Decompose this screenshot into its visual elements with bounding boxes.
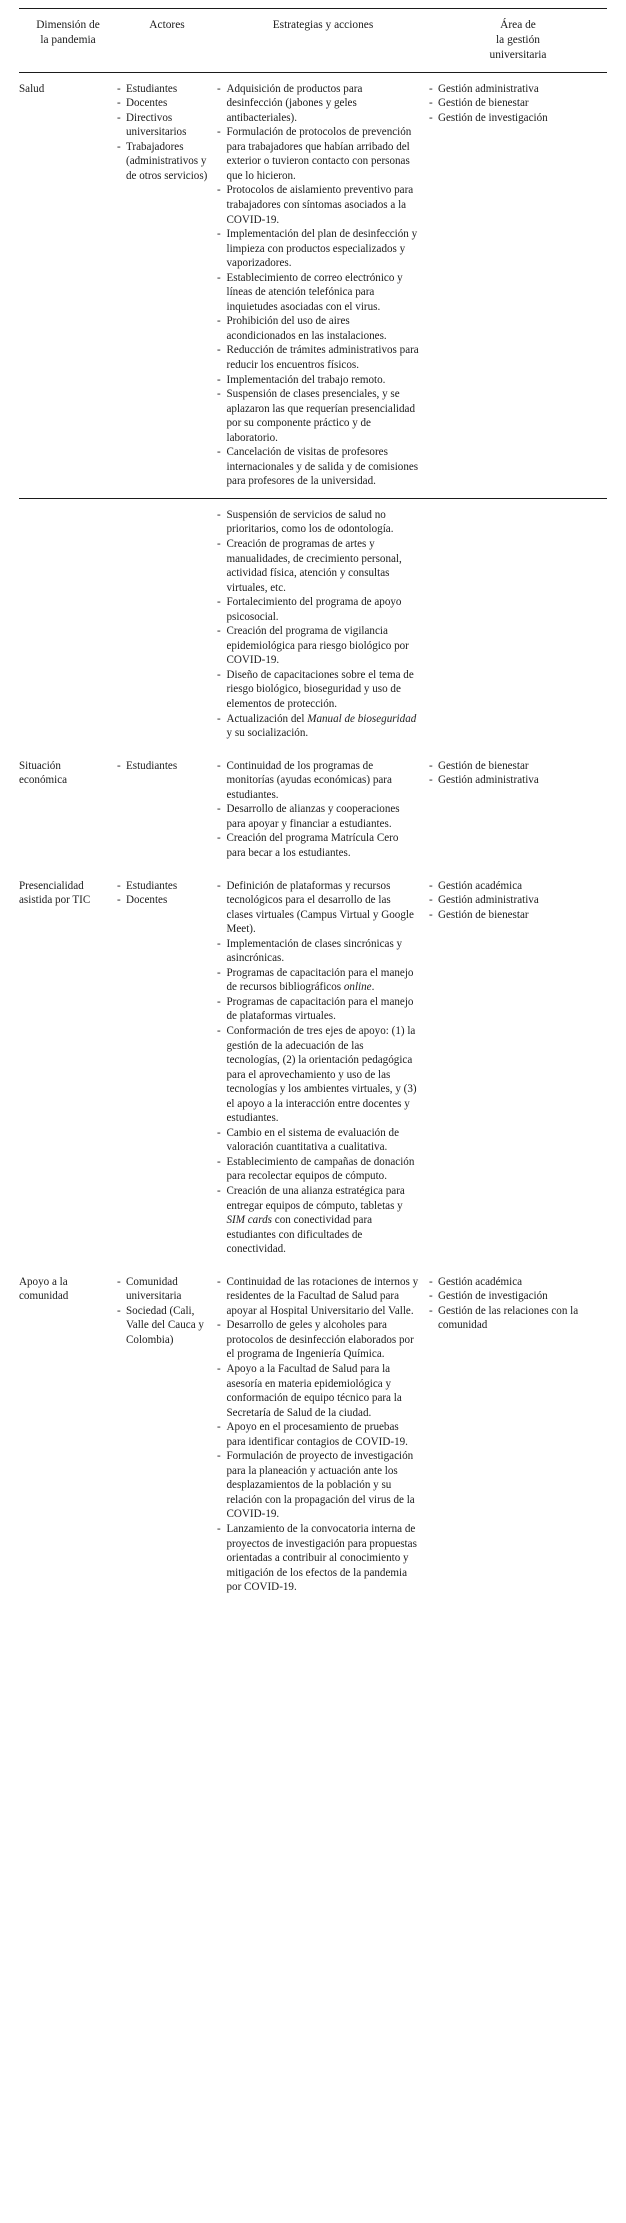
row-estrategias-cell [217, 879, 429, 1257]
actor-item: - Trabajadores (administrativos y de otros servicios) [117, 140, 209, 184]
actor-item: - Directivos universitarios [117, 111, 209, 140]
estrategias-list [217, 879, 419, 1257]
area-list [429, 1275, 603, 1333]
row-actores-cell [117, 759, 217, 861]
col-actores [117, 18, 217, 64]
actor-item: - Comunidad universitaria [117, 1275, 209, 1304]
actor-item: - Sociedad (Cali, Valle del Cauca y Colombia) [117, 1304, 209, 1348]
table-row [19, 750, 607, 870]
estrategia-item: - Programas de capacitación para el manejo de recursos bibliográficos online. [217, 966, 419, 995]
row-actores-cell [117, 879, 217, 1257]
column-header-line: la gestión [496, 34, 540, 47]
actor-item: - Estudiantes [117, 759, 209, 774]
estrategia-item: - Apoyo a la Facultad de Salud para la asesoría en materia epidemiológica y conformación de equipo técnico para la Secretaría de Salud de la ciudad. [217, 1362, 419, 1420]
estrategia-item: - Desarrollo de alianzas y cooperaciones para apoyar y financiar a estudiantes. [217, 802, 419, 831]
estrategia-item: - Cambio en el sistema de evaluación de valoración cuantitativa a cualitativa. [217, 1126, 419, 1155]
estrategia-item: - Actualización del Manual de bioseguridad y su socialización. [217, 712, 419, 741]
estrategia-item: - Lanzamiento de la convocatoria interna de proyectos de investigación para propuestas orientadas a contribuir al conocimiento y mitigación de los efectos de la pandemia por COVID-19. [217, 1522, 419, 1595]
row-estrategias-cell [217, 759, 429, 861]
estrategia-item: - Adquisición de productos para desinfección (jabones y geles antibacteriales). [217, 82, 419, 126]
column-header-line: Área de [500, 19, 536, 31]
row-dimension-label: Situación económica [19, 759, 68, 787]
estrategia-item: - Cancelación de visitas de profesores internacionales y de salida y de comisiones para profesores de la universidad. [217, 445, 419, 489]
estrategia-item: - Programas de capacitación para el manejo de plataformas virtuales. [217, 995, 419, 1024]
actor-item: - Docentes [117, 893, 209, 908]
estrategia-item: - Suspensión de servicios de salud no prioritarios, como los de odontología. [217, 508, 419, 537]
row-dimension-cell [19, 759, 117, 861]
area-item: - Gestión administrativa [429, 82, 603, 97]
estrategia-item: - Desarrollo de geles y alcoholes para protocolos de desinfección elaborados por el programa de Ingeniería Química. [217, 1318, 419, 1362]
row-dimension-label: Salud [19, 82, 45, 95]
area-item: - Gestión de bienestar [429, 908, 603, 923]
estrategia-item: - Establecimiento de correo electrónico y líneas de atención telefónica para inquietudes asociadas con el virus. [217, 271, 419, 315]
row-dimension-cell [19, 508, 117, 741]
area-item: - Gestión de las relaciones con la comunidad [429, 1304, 603, 1333]
estrategias-list [217, 1275, 419, 1595]
row-actores-cell [117, 1275, 217, 1595]
row-dimension-cell [19, 82, 117, 489]
row-dimension-cell [19, 1275, 117, 1595]
estrategia-item: - Apoyo en el procesamiento de pruebas para identificar contagios de COVID-19. [217, 1420, 419, 1449]
estrategias-list [217, 508, 419, 741]
actor-item: - Estudiantes [117, 82, 209, 97]
row-area-cell [429, 82, 607, 489]
estrategia-item: - Fortalecimiento del programa de apoyo psicosocial. [217, 595, 419, 624]
estrategia-item: - Creación del programa de vigilancia epidemiológica para riesgo biológico por COVID-19. [217, 624, 419, 668]
table-header-row [19, 9, 607, 72]
table-row [19, 1266, 607, 1604]
row-area-cell [429, 1275, 607, 1595]
estrategia-item: - Definición de plataformas y recursos tecnológicos para el desarrollo de las clases virtuales (Campus Virtual y Google Meet). [217, 879, 419, 937]
actor-item: - Docentes [117, 96, 209, 111]
actores-list [117, 879, 209, 908]
column-header-line: universitaria [489, 49, 547, 62]
table-body [0, 73, 626, 1604]
col-area [429, 18, 607, 64]
estrategia-item: - Suspensión de clases presenciales, y se aplazaron las que requerían presencialidad por su componente práctico y de laboratorio. [217, 387, 419, 445]
estrategia-item: - Creación del programa Matrícula Cero para becar a los estudiantes. [217, 831, 419, 860]
estrategia-item: - Diseño de capacitaciones sobre el tema de riesgo biológico, bioseguridad y uso de elementos de protección. [217, 668, 419, 712]
row-actores-cell [117, 82, 217, 489]
table-row [19, 73, 607, 498]
actores-list [117, 82, 209, 184]
area-list [429, 879, 603, 923]
area-item: - Gestión de bienestar [429, 759, 603, 774]
estrategia-item: - Reducción de trámites administrativos para reducir los encuentros físicos. [217, 343, 419, 372]
estrategia-item: - Continuidad de las rotaciones de internos y residentes de la Facultad de Salud para apoyar al Hospital Universitario del Valle. [217, 1275, 419, 1319]
column-header-line: la pandemia [40, 34, 96, 47]
estrategia-item: - Implementación del plan de desinfección y limpieza con productos especializados y vaporizadores. [217, 227, 419, 271]
estrategia-item: - Implementación del trabajo remoto. [217, 373, 419, 388]
estrategia-item: - Continuidad de los programas de monitorías (ayudas económicas) para estudiantes. [217, 759, 419, 803]
estrategia-item: - Formulación de proyecto de investigación para la planeación y actuación ante los desplazamientos de la población y su relación con la propagación del virus de la COVID-19. [217, 1449, 419, 1522]
estrategia-item: - Prohibición del uso de aires acondicionados en las instalaciones. [217, 314, 419, 343]
actor-item: - Estudiantes [117, 879, 209, 894]
estrategia-item: - Conformación de tres ejes de apoyo: (1) la gestión de la adecuación de las tecnologías, (2) la orientación pedagógica para el aprovechamiento y uso de las tecnologías y los ambientes virtuales, y (3) el apoyo a la interacción entre docentes y estudiantes. [217, 1024, 419, 1126]
table-page [0, 8, 626, 1604]
estrategias-list [217, 759, 419, 861]
row-area-cell [429, 879, 607, 1257]
area-item: - Gestión administrativa [429, 773, 603, 788]
row-estrategias-cell [217, 1275, 429, 1595]
area-item: - Gestión académica [429, 1275, 603, 1290]
actores-list [117, 1275, 209, 1348]
row-estrategias-cell [217, 508, 429, 741]
table-row [19, 870, 607, 1266]
actores-list [117, 759, 209, 774]
col-estrategias [217, 18, 429, 64]
area-item: - Gestión de investigación [429, 1289, 603, 1304]
column-header-line: Dimensión de [36, 19, 100, 31]
area-item: - Gestión de investigación [429, 111, 603, 126]
row-area-cell [429, 759, 607, 861]
row-actores-cell [117, 508, 217, 741]
area-list [429, 759, 603, 788]
area-item: - Gestión de bienestar [429, 96, 603, 111]
estrategia-item: - Protocolos de aislamiento preventivo para trabajadores con síntomas asociados a la COVID-19. [217, 183, 419, 227]
area-list [429, 82, 603, 126]
row-dimension-label: Presencialidad asistida por TIC [19, 879, 91, 907]
estrategias-list [217, 82, 419, 489]
col-dimension [19, 18, 117, 64]
row-area-cell [429, 508, 607, 741]
estrategia-item: - Formulación de protocolos de prevención para trabajadores que habían arribado del exterior o tuvieron contacto con personas que lo hicieron. [217, 125, 419, 183]
row-dimension-label: Apoyo a la comunidad [19, 1275, 69, 1303]
estrategia-item: - Creación de una alianza estratégica para entregar equipos de cómputo, tabletas y SIM cards con conectividad para estudiantes con dificultades de conectividad. [217, 1184, 419, 1257]
row-dimension-cell [19, 879, 117, 1257]
area-item: - Gestión académica [429, 879, 603, 894]
column-header-line: Actores [149, 19, 185, 31]
estrategia-item: - Establecimiento de campañas de donación para recolectar equipos de cómputo. [217, 1155, 419, 1184]
table-row [19, 499, 607, 750]
row-estrategias-cell [217, 82, 429, 489]
estrategia-item: - Creación de programas de artes y manualidades, de crecimiento personal, actividad física, atención y consultas virtuales, etc. [217, 537, 419, 595]
area-item: - Gestión administrativa [429, 893, 603, 908]
column-header-line: Estrategias y acciones [272, 19, 374, 31]
estrategia-item: - Implementación de clases sincrónicas y asincrónicas. [217, 937, 419, 966]
